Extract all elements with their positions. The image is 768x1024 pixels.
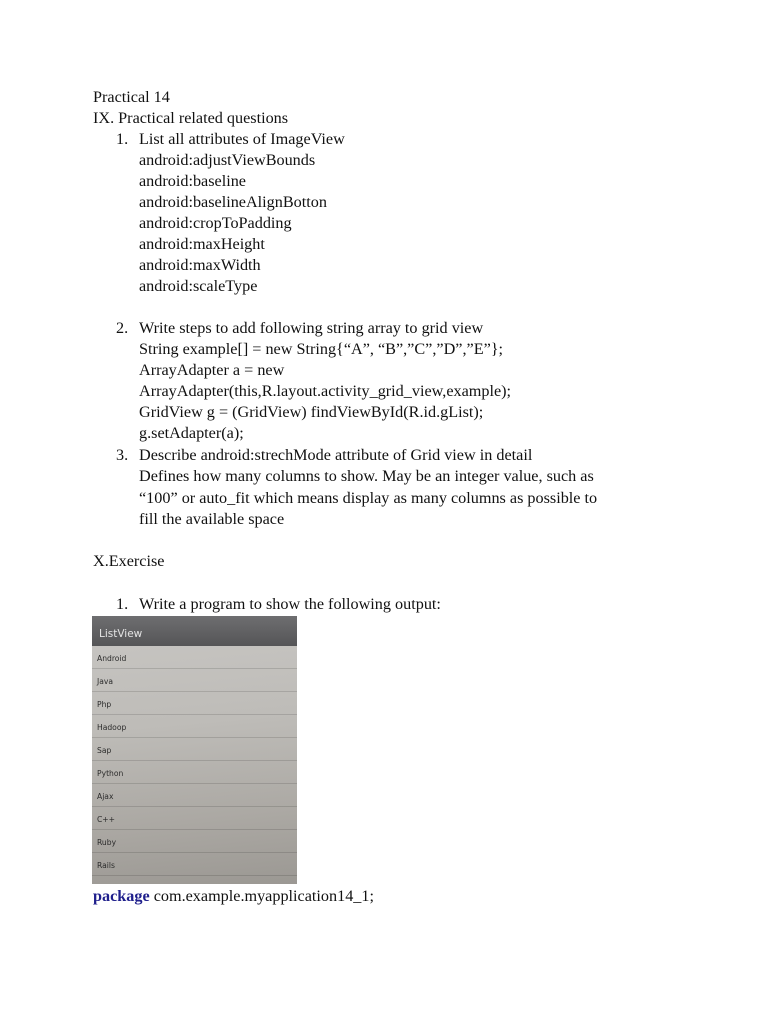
answer-line: android:baselineAlignBotton bbox=[139, 193, 327, 211]
answer-line: GridView g = (GridView) findViewById(R.id.gList); bbox=[139, 403, 484, 421]
question-number: 2. bbox=[116, 319, 129, 337]
answer-line: android:maxHeight bbox=[139, 235, 265, 253]
list-item bbox=[92, 784, 297, 807]
code-line bbox=[93, 886, 374, 907]
question-title: Describe android:strechMode attribute of Grid view in detail bbox=[139, 446, 533, 464]
answer-line: “100” or auto_fit which means display as many columns as possible to bbox=[139, 489, 598, 507]
list-item-label: Ajax bbox=[97, 792, 114, 801]
list-item-label: Hadoop bbox=[97, 723, 127, 732]
question-number: 1. bbox=[116, 130, 129, 148]
answer-line: fill the available space bbox=[139, 510, 285, 528]
list-item bbox=[92, 761, 297, 784]
code-text: com.example.myapplication14_1; bbox=[149, 887, 374, 905]
list-item bbox=[92, 646, 297, 669]
questions-section-title: IX. Practical related questions bbox=[93, 109, 289, 127]
list-item bbox=[92, 807, 297, 830]
list-item bbox=[92, 738, 297, 761]
answer-line: android:scaleType bbox=[139, 277, 258, 295]
answer-line: android:baseline bbox=[139, 172, 246, 190]
answer-line: android:adjustViewBounds bbox=[139, 151, 316, 169]
exercise-section-title: X.Exercise bbox=[93, 552, 165, 570]
list-item-label: C++ bbox=[97, 815, 116, 824]
list-item-label: Rails bbox=[97, 861, 115, 870]
list-item bbox=[92, 692, 297, 715]
list-item-label: Php bbox=[97, 700, 112, 709]
list-view bbox=[92, 646, 297, 876]
question-number: 3. bbox=[116, 446, 129, 464]
list-item-label: Sap bbox=[97, 746, 112, 755]
answer-line: g.setAdapter(a); bbox=[139, 424, 244, 442]
code-keyword: package bbox=[93, 887, 150, 905]
question-title: List all attributes of ImageView bbox=[139, 130, 345, 148]
answer-line: android:cropToPadding bbox=[139, 214, 292, 232]
exercise-number: 1. bbox=[116, 595, 129, 613]
answer-line: String example[] = new String{“A”, “B”,”C”,”D”,”E”}; bbox=[139, 340, 504, 358]
app-title: ListView bbox=[99, 628, 143, 640]
list-item-label: Ruby bbox=[97, 838, 117, 847]
list-item bbox=[92, 715, 297, 738]
question-title: Write steps to add following string array to grid view bbox=[139, 319, 484, 337]
answer-line: ArrayAdapter(this,R.layout.activity_grid_view,example); bbox=[139, 382, 512, 400]
practical-heading: Practical 14 bbox=[93, 88, 170, 106]
answer-line: android:maxWidth bbox=[139, 256, 261, 274]
answer-line: ArrayAdapter a = new bbox=[139, 361, 285, 379]
list-item-label: Android bbox=[97, 654, 127, 663]
listview-output-screenshot bbox=[92, 616, 297, 884]
list-item-label: Java bbox=[97, 677, 114, 686]
list-item bbox=[92, 669, 297, 692]
exercise-title: Write a program to show the following output: bbox=[139, 595, 441, 613]
list-item-label: Python bbox=[97, 769, 124, 778]
list-item bbox=[92, 830, 297, 853]
list-item bbox=[92, 853, 297, 876]
app-action-bar bbox=[92, 616, 297, 646]
answer-line: Defines how many columns to show. May be an integer value, such as bbox=[139, 467, 594, 485]
